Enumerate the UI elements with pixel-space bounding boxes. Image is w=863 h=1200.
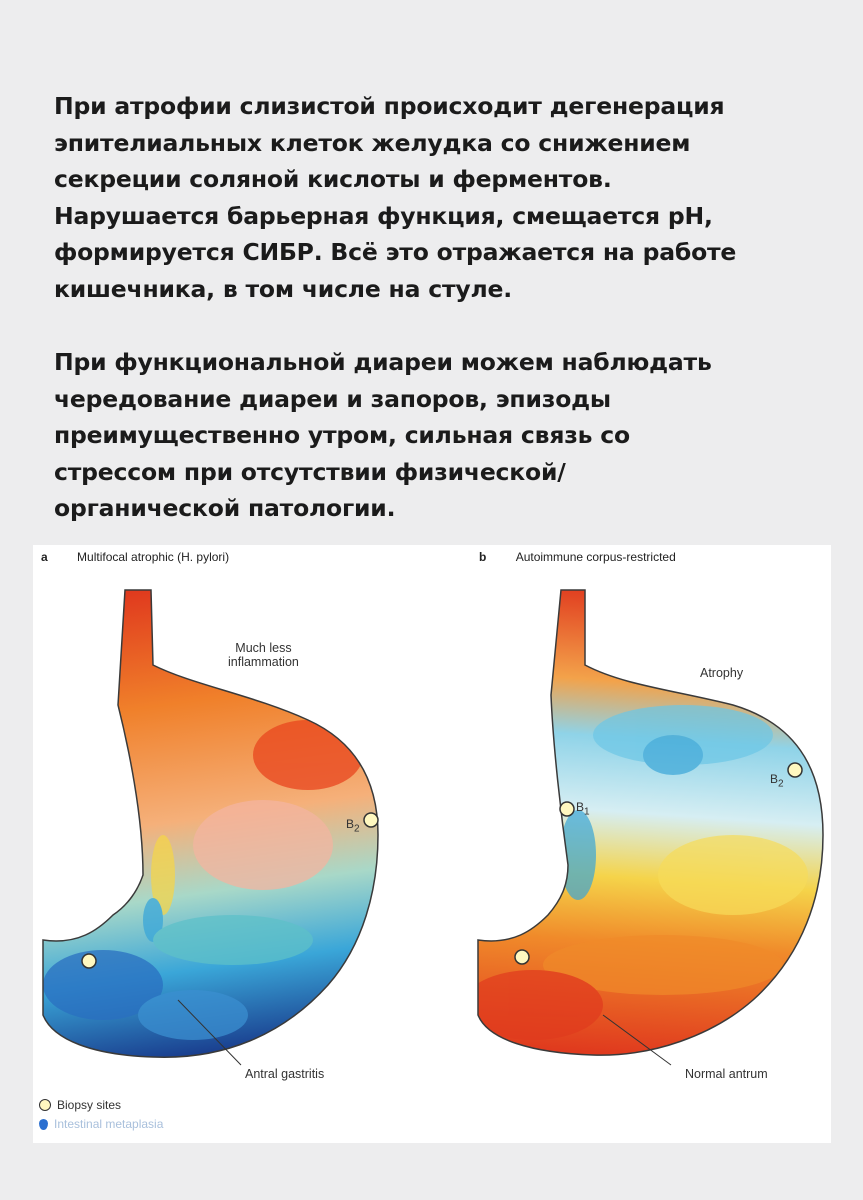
annotation-antral-gastritis: Antral gastritis (245, 1067, 325, 1081)
paragraph-atrophy: При атрофии слизистой происходит дегенерация эпителиальных клеток желудка со снижением секреции соляной кислоты и ферментов. Нарушается барьерная функция, смещается pH, формируется СИБР. Всё это отражается на работе кишечника, в том числе на стуле. (54, 92, 737, 303)
biopsy-site-b-b2 (788, 763, 802, 777)
stomach-b (463, 590, 823, 1055)
legend-intestinal-metaplasia: Intestinal metaplasia (39, 1117, 163, 1131)
legend-biopsy-sites: Biopsy sites (39, 1098, 121, 1112)
biopsy-site-b-lesser (515, 950, 529, 964)
panel-b-title: b Autoimmune corpus-restricted (479, 550, 676, 564)
site-label-b-b1: $B_1$ (576, 800, 590, 818)
stomach-diagrams (33, 545, 831, 1143)
annotation-much-less-inflammation: Much less inflammation (228, 641, 299, 669)
stomach-figure (33, 545, 831, 1143)
panel-a-title: a Multifocal atrophic (H. pylori) (41, 550, 230, 564)
annotation-atrophy: Atrophy (700, 666, 744, 680)
biopsy-site-b-b1 (560, 802, 574, 816)
biopsy-site-a-b2 (364, 813, 378, 827)
annotation-normal-antrum: Normal antrum (685, 1067, 768, 1081)
biopsy-dot-icon (39, 1099, 51, 1111)
site-label-b-b2: $B_2$ (770, 772, 784, 790)
paragraph-functional-diarrhea: При функциональной диареи можем наблюдать чередование диареи и запоров, эпизоды преимущественно утром, сильная связь со стрессом при отсутствии физической/ органической патологии. (54, 348, 712, 522)
stomach-a (43, 590, 378, 1057)
biopsy-site-a-lesser (82, 954, 96, 968)
site-label-a-b2: $B_2$ (346, 817, 360, 835)
metaplasia-drop-icon (39, 1119, 48, 1130)
